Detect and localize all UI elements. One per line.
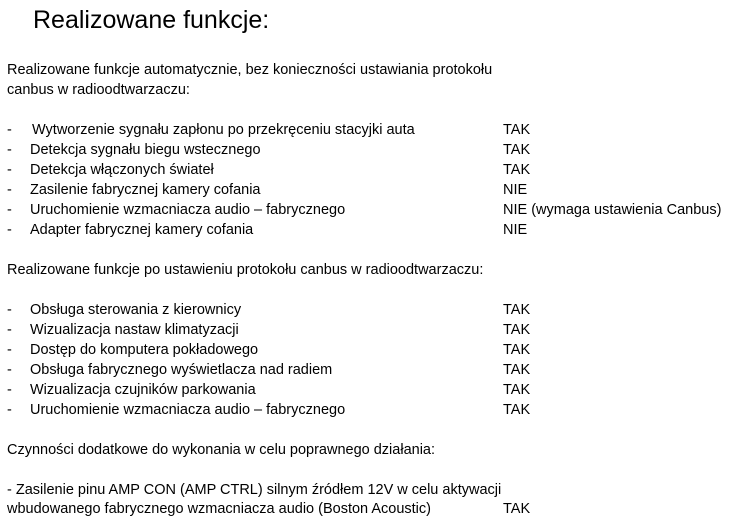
- item-value: TAK: [503, 342, 531, 358]
- item-value: NIE (wymaga ustawienia Canbus): [503, 202, 722, 218]
- additional-step-line-1: - Zasilenie pinu AMP CON (AMP CTRL) silnym źródłem 12V w celu aktywacji: [7, 482, 502, 498]
- additional-steps-heading: Czynności dodatkowe do wykonania w celu poprawnego działania:: [7, 442, 436, 458]
- list-dash: -: [7, 342, 12, 358]
- list-item: [7, 340, 727, 360]
- list-dash: -: [7, 322, 12, 338]
- item-label: Uruchomienie wzmacniacza audio – fabrycznego: [30, 202, 346, 218]
- list-dash: -: [7, 382, 12, 398]
- list-item: [7, 200, 727, 220]
- item-label: Uruchomienie wzmacniacza audio – fabrycznego: [30, 402, 346, 418]
- item-label: Dostęp do komputera pokładowego: [30, 342, 259, 358]
- item-value: TAK: [503, 362, 531, 378]
- item-value: NIE: [503, 222, 528, 238]
- list-item: [7, 180, 727, 200]
- additional-step-line-2: wbudowanego fabrycznego wzmacniacza audio (Boston Acoustic): [7, 501, 431, 517]
- item-value: TAK: [503, 322, 531, 338]
- page-title: Realizowane funkcje:: [33, 6, 270, 34]
- list-item: [7, 160, 727, 180]
- item-value: NIE: [503, 182, 528, 198]
- item-label: Wizualizacja czujników parkowania: [30, 382, 256, 398]
- list-item: [7, 220, 727, 240]
- list-item: [7, 120, 727, 140]
- item-label: Adapter fabrycznej kamery cofania: [30, 222, 254, 238]
- item-value: TAK: [503, 142, 531, 158]
- item-value: TAK: [503, 402, 531, 418]
- list-item: [7, 300, 727, 320]
- list-dash: -: [7, 122, 12, 138]
- item-label: Detekcja włączonych świateł: [30, 162, 214, 178]
- additional-step-row: [7, 499, 727, 519]
- list-dash: -: [7, 362, 12, 378]
- list-item: [7, 140, 727, 160]
- item-value: TAK: [503, 162, 531, 178]
- list-dash: -: [7, 302, 12, 318]
- list-dash: -: [7, 202, 12, 218]
- item-value: TAK: [503, 302, 531, 318]
- list-dash: -: [7, 402, 12, 418]
- list-item: [7, 400, 727, 420]
- item-label: Wytworzenie sygnału zapłonu po przekręceniu stacyjki auta: [32, 122, 415, 138]
- intro-line-2: canbus w radioodtwarzaczu:: [7, 82, 190, 98]
- item-label: Obsługa fabrycznego wyświetlacza nad radiem: [30, 362, 333, 378]
- list-item: [7, 380, 727, 400]
- canbus-section-heading: Realizowane funkcje po ustawieniu protokołu canbus w radioodtwarzaczu:: [7, 262, 484, 278]
- item-label: Zasilenie fabrycznej kamery cofania: [30, 182, 261, 198]
- item-value: TAK: [503, 122, 531, 138]
- list-dash: -: [7, 222, 12, 238]
- item-label: Obsługa sterowania z kierownicy: [30, 302, 242, 318]
- list-dash: -: [7, 182, 12, 198]
- list-dash: -: [7, 142, 12, 158]
- item-label: Detekcja sygnału biegu wstecznego: [30, 142, 261, 158]
- list-item: [7, 360, 727, 380]
- item-value: TAK: [503, 382, 531, 398]
- intro-line-1: Realizowane funkcje automatycznie, bez konieczności ustawiania protokołu: [7, 62, 493, 78]
- item-label: Wizualizacja nastaw klimatyzacji: [30, 322, 239, 338]
- list-dash: -: [7, 162, 12, 178]
- list-item: [7, 320, 727, 340]
- additional-step-value: TAK: [503, 501, 531, 517]
